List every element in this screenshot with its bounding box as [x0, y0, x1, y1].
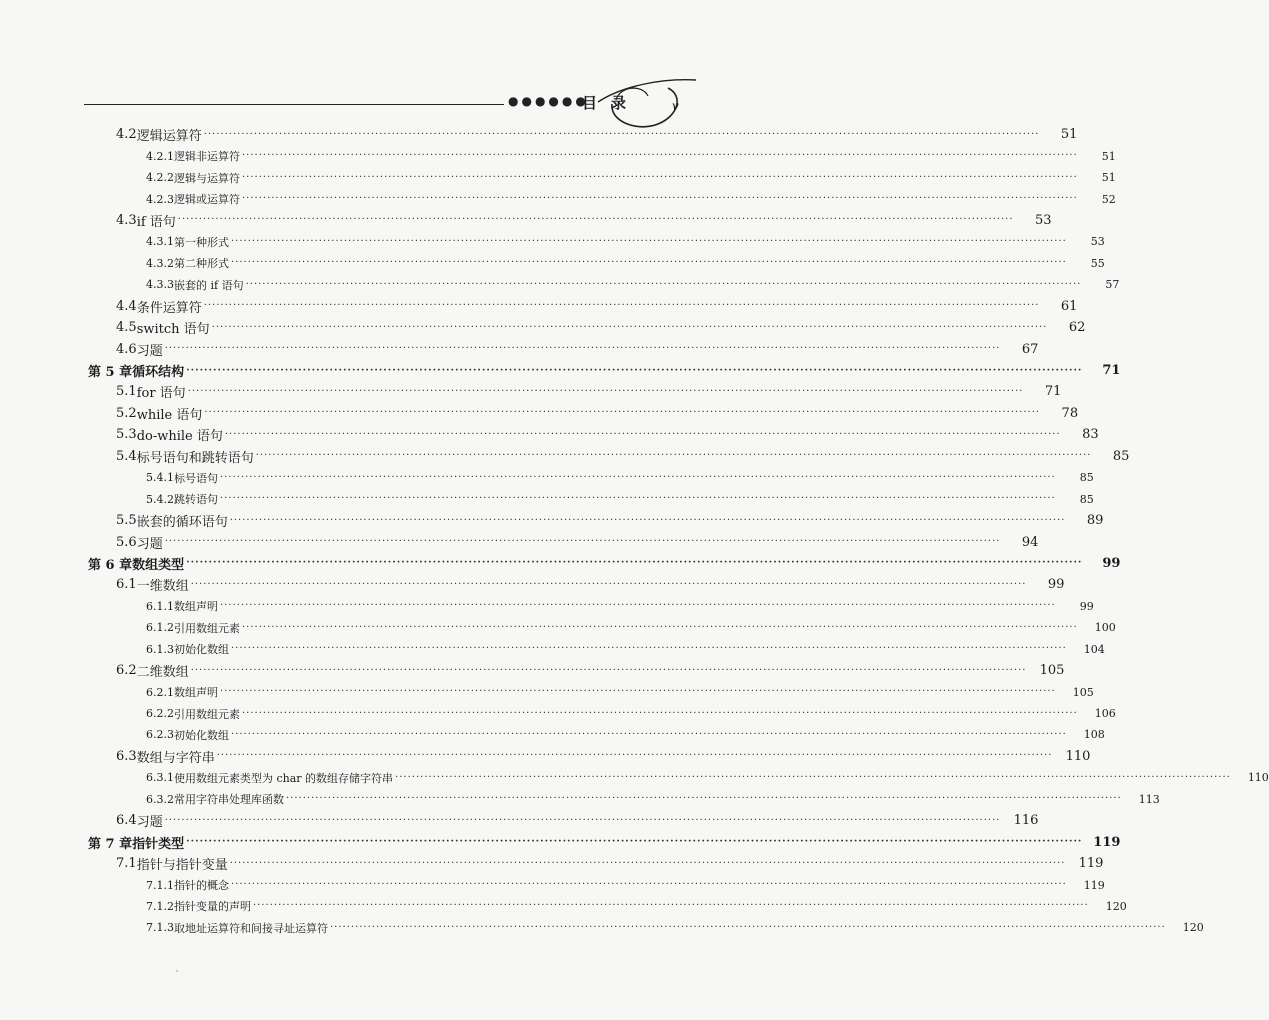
toc-title: 逻辑与运算符 — [174, 171, 240, 185]
toc-leader-dots: ········································································································································································································ — [231, 235, 1067, 247]
toc-subsection-row — [0, 145, 1116, 166]
toc-page-number: 119 — [1083, 878, 1105, 892]
toc-leader-dots: ········································································································································································································ — [186, 836, 1083, 848]
toc-section-row — [0, 853, 1104, 874]
toc-title: 指针的概念 — [174, 879, 229, 893]
toc-page-number: 110 — [1065, 748, 1091, 764]
toc-leader-dots: ········································································································································································································ — [395, 771, 1231, 783]
toc-page-number: 71 — [1102, 363, 1121, 379]
toc-leader-dots: ········································································································································································································ — [224, 428, 1061, 440]
page-number: v — [672, 99, 679, 113]
toc-leader-dots: ········································································································································································································ — [286, 793, 1122, 805]
toc-number: 6.3.2 — [146, 792, 174, 806]
toc-title: 数组与字符串 — [136, 750, 215, 766]
toc-section-row — [0, 124, 1078, 145]
toc-title: 嵌套的 if 语句 — [174, 278, 244, 292]
toc-number: 6.2.3 — [146, 728, 174, 742]
toc-leader-dots: ········································································································································································································ — [164, 814, 1001, 826]
toc-section-row — [0, 446, 1130, 467]
toc-section-row — [0, 510, 1104, 531]
toc-leader-dots: ········································································································································································································ — [242, 150, 1078, 162]
table-of-contents — [0, 124, 1269, 939]
toc-title: 标号语句 — [174, 471, 218, 485]
toc-title: 逻辑或运算符 — [174, 193, 240, 207]
toc-number: 5.3 — [116, 427, 137, 443]
toc-leader-dots: ········································································································································································································ — [204, 407, 1041, 419]
toc-title: switch 语句 — [136, 322, 210, 338]
toc-subsection-row — [0, 617, 1116, 638]
toc-subsection-row — [0, 917, 1204, 938]
toc-page-number: 57 — [1105, 278, 1120, 292]
header-rule — [84, 104, 504, 105]
toc-number: 5.1 — [116, 384, 137, 400]
toc-title: 条件运算符 — [136, 300, 202, 316]
toc-leader-dots: ········································································································································································································ — [186, 557, 1083, 569]
toc-subsection-row — [0, 167, 1116, 188]
toc-title: 习题 — [136, 343, 163, 359]
toc-section-row — [0, 574, 1065, 595]
toc-page-number: 94 — [1021, 534, 1039, 550]
toc-subsection-row — [0, 896, 1127, 917]
toc-leader-dots: ········································································································································································································ — [190, 578, 1027, 590]
toc-page-number: 110 — [1247, 771, 1269, 785]
toc-subsection-row — [0, 789, 1160, 810]
toc-page-number: 120 — [1105, 899, 1127, 913]
toc-page-number: 99 — [1047, 577, 1065, 593]
toc-leader-dots: ········································································································································································································ — [231, 257, 1067, 269]
toc-title: 第二种形式 — [174, 257, 229, 271]
toc-page-number: 99 — [1079, 599, 1094, 613]
toc-number: 6.1.1 — [146, 599, 174, 613]
toc-title: while 语句 — [136, 407, 203, 423]
toc-subsection-row — [0, 767, 1269, 788]
toc-number: 6.1.2 — [146, 621, 174, 635]
toc-title: 初始化数组 — [174, 643, 229, 657]
toc-subsection-row — [0, 253, 1105, 274]
toc-page-number: 78 — [1061, 405, 1079, 421]
toc-leader-dots: ········································································································································································································ — [220, 493, 1056, 505]
toc-title: 引用数组元素 — [174, 621, 240, 635]
toc-leader-dots: ········································································································································································································ — [220, 471, 1056, 483]
toc-section-row — [0, 810, 1039, 831]
toc-page-number: 104 — [1083, 642, 1105, 656]
toc-subsection-row — [0, 488, 1094, 509]
toc-leader-dots: ········································································································································································································ — [164, 536, 1001, 548]
toc-number: 4.6 — [116, 341, 137, 357]
toc-leader-dots: ········································································································································································································ — [190, 664, 1027, 676]
toc-page-number: 119 — [1093, 834, 1121, 850]
header-dots: ●●●●●● — [508, 94, 589, 108]
toc-subsection-row — [0, 724, 1105, 745]
toc-title: 初始化数组 — [174, 728, 229, 742]
toc-number: 4.3.2 — [146, 256, 174, 270]
toc-number: 6.3.1 — [146, 771, 174, 785]
toc-title: 一维数组 — [136, 579, 189, 595]
toc-number: 7.1.3 — [146, 921, 174, 935]
toc-leader-dots: ········································································································································································································ — [242, 621, 1078, 633]
toc-number: 6.4 — [116, 813, 137, 829]
toc-title: 逻辑非运算符 — [174, 150, 240, 164]
toc-leader-dots: ········································································································································································································ — [245, 278, 1082, 290]
toc-page-number: 85 — [1079, 492, 1094, 506]
toc-leader-dots: ········································································································································································································ — [255, 450, 1092, 462]
toc-number: 4.3.3 — [146, 278, 174, 292]
toc-title: 使用数组元素类型为 char 的数组存储字符串 — [174, 771, 394, 785]
toc-subsection-row — [0, 188, 1116, 209]
toc-number: 4.3 — [116, 212, 137, 228]
toc-title: 逻辑运算符 — [136, 129, 202, 145]
toc-page-number: 55 — [1090, 256, 1105, 270]
toc-leader-dots: ········································································································································································································ — [220, 600, 1056, 612]
toc-section-row — [0, 531, 1039, 552]
toc-title: 循环结构 — [132, 365, 185, 381]
toc-leader-dots: ········································································································································································································ — [164, 343, 1001, 355]
toc-subsection-row — [0, 467, 1094, 488]
toc-section-row — [0, 381, 1062, 402]
toc-section-row — [0, 296, 1078, 317]
toc-number: 5.4 — [116, 448, 137, 464]
toc-number: 5.4.1 — [146, 471, 174, 485]
toc-title: 数组声明 — [174, 686, 218, 700]
toc-section-row — [0, 317, 1086, 338]
toc-number: 5.4.2 — [146, 492, 174, 506]
toc-leader-dots: ········································································································································································································ — [231, 879, 1067, 891]
toc-subsection-row — [0, 231, 1105, 252]
toc-leader-dots: ········································································································································································································ — [229, 857, 1066, 869]
toc-leader-dots: ········································································································································································································ — [229, 514, 1066, 526]
toc-title: 数组类型 — [132, 557, 185, 573]
scan-speck — [176, 970, 178, 972]
toc-section-row — [0, 403, 1079, 424]
toc-page-number: 106 — [1094, 707, 1116, 721]
toc-title: do-while 语句 — [136, 429, 223, 445]
toc-title: 标号语句和跳转语句 — [136, 450, 254, 466]
toc-page-number: 71 — [1044, 384, 1062, 400]
toc-section-row — [0, 210, 1052, 231]
toc-number: 6.1.3 — [146, 642, 174, 656]
toc-title: 二维数组 — [136, 665, 189, 681]
toc-number: 7.1 — [116, 856, 137, 872]
toc-leader-dots: ········································································································································································································ — [242, 707, 1078, 719]
toc-section-row — [0, 660, 1065, 681]
toc-number: 4.2 — [116, 127, 137, 143]
toc-page-number: 105 — [1039, 663, 1065, 679]
toc-number: 4.2.3 — [146, 192, 174, 206]
toc-leader-dots: ········································································································································································································ — [216, 750, 1053, 762]
toc-title: 习题 — [136, 536, 163, 552]
toc-title: 嵌套的循环语句 — [136, 515, 228, 531]
toc-page-number: 85 — [1112, 448, 1130, 464]
toc-leader-dots: ········································································································································································································ — [187, 385, 1024, 397]
toc-number: 6.2.2 — [146, 707, 174, 721]
header-title: 目录 — [582, 94, 641, 112]
toc-chapter-row — [0, 360, 1121, 381]
toc-page-number: 100 — [1094, 621, 1116, 635]
toc-number: 5.5 — [116, 513, 137, 529]
toc-page-number: 51 — [1101, 149, 1116, 163]
toc-page-number: 105 — [1072, 685, 1094, 699]
toc-chapter-row — [0, 553, 1121, 574]
toc-page-number: 113 — [1138, 792, 1160, 806]
toc-page-number: 99 — [1102, 555, 1121, 571]
toc-page-number: 116 — [1013, 813, 1039, 829]
toc-number: 6.1 — [116, 577, 137, 593]
toc-leader-dots: ········································································································································································································ — [203, 300, 1040, 312]
toc-subsection-row — [0, 681, 1094, 702]
toc-chapter-row — [0, 831, 1121, 852]
toc-number: 5.6 — [116, 534, 137, 550]
toc-title: if 语句 — [136, 214, 176, 230]
toc-number: 7.1.2 — [146, 899, 174, 913]
toc-subsection-row — [0, 703, 1116, 724]
toc-leader-dots: ········································································································································································································ — [231, 643, 1067, 655]
toc-number: 7.1.1 — [146, 878, 174, 892]
toc-page-number: 61 — [1060, 298, 1078, 314]
toc-title: 引用数组元素 — [174, 707, 240, 721]
toc-number: 4.2.1 — [146, 149, 174, 163]
toc-title: 常用字符串处理库函数 — [174, 793, 284, 807]
toc-number: 第 5 章 — [88, 365, 133, 381]
toc-title: 第一种形式 — [174, 235, 229, 249]
toc-number: 4.5 — [116, 320, 137, 336]
toc-title: 跳转语句 — [174, 493, 218, 507]
toc-page-number: 52 — [1101, 192, 1116, 206]
toc-leader-dots: ········································································································································································································ — [211, 321, 1048, 333]
toc-number: 4.4 — [116, 298, 137, 314]
toc-page-number: 53 — [1090, 235, 1105, 249]
toc-leader-dots: ········································································································································································································ — [242, 193, 1078, 205]
toc-leader-dots: ········································································································································································································ — [203, 128, 1040, 140]
toc-number: 4.3.1 — [146, 235, 174, 249]
toc-page-number: 108 — [1083, 728, 1105, 742]
toc-section-row — [0, 338, 1039, 359]
toc-title: 指针与指针变量 — [136, 858, 228, 874]
toc-number: 第 6 章 — [88, 557, 133, 573]
toc-subsection-row — [0, 274, 1120, 295]
toc-number: 4.2.2 — [146, 171, 174, 185]
toc-leader-dots: ········································································································································································································ — [220, 686, 1056, 698]
toc-page-number: 51 — [1101, 171, 1116, 185]
toc-number: 第 7 章 — [88, 836, 133, 852]
toc-title: 习题 — [136, 815, 163, 831]
toc-number: 6.3 — [116, 748, 137, 764]
toc-page-number: 119 — [1078, 856, 1104, 872]
toc-page-number: 67 — [1021, 341, 1039, 357]
toc-number: 5.2 — [116, 405, 137, 421]
toc-leader-dots: ········································································································································································································ — [177, 214, 1014, 226]
toc-subsection-row — [0, 596, 1094, 617]
toc-page-number: 120 — [1182, 921, 1204, 935]
toc-subsection-row — [0, 639, 1105, 660]
toc-title: 指针变量的声明 — [174, 900, 251, 914]
toc-page-number: 53 — [1035, 212, 1052, 228]
toc-title: 指针类型 — [132, 836, 185, 852]
toc-number: 6.2.1 — [146, 685, 174, 699]
toc-leader-dots: ········································································································································································································ — [242, 171, 1078, 183]
toc-page-number: 83 — [1082, 427, 1099, 443]
toc-page-number: 85 — [1079, 471, 1094, 485]
toc-leader-dots: ········································································································································································································ — [253, 900, 1089, 912]
toc-leader-dots: ········································································································································································································ — [186, 364, 1083, 376]
toc-leader-dots: ········································································································································································································ — [330, 921, 1166, 933]
toc-title: for 语句 — [136, 386, 186, 402]
toc-section-row — [0, 746, 1091, 767]
toc-page-number: 62 — [1068, 320, 1086, 336]
toc-title: 取地址运算符和间接寻址运算符 — [174, 921, 328, 935]
toc-page-number: 51 — [1060, 127, 1078, 143]
toc-title: 数组声明 — [174, 600, 218, 614]
toc-number: 6.2 — [116, 663, 137, 679]
toc-page-number: 89 — [1086, 513, 1104, 529]
toc-subsection-row — [0, 874, 1105, 895]
toc-leader-dots: ········································································································································································································ — [231, 728, 1067, 740]
toc-section-row — [0, 424, 1099, 445]
